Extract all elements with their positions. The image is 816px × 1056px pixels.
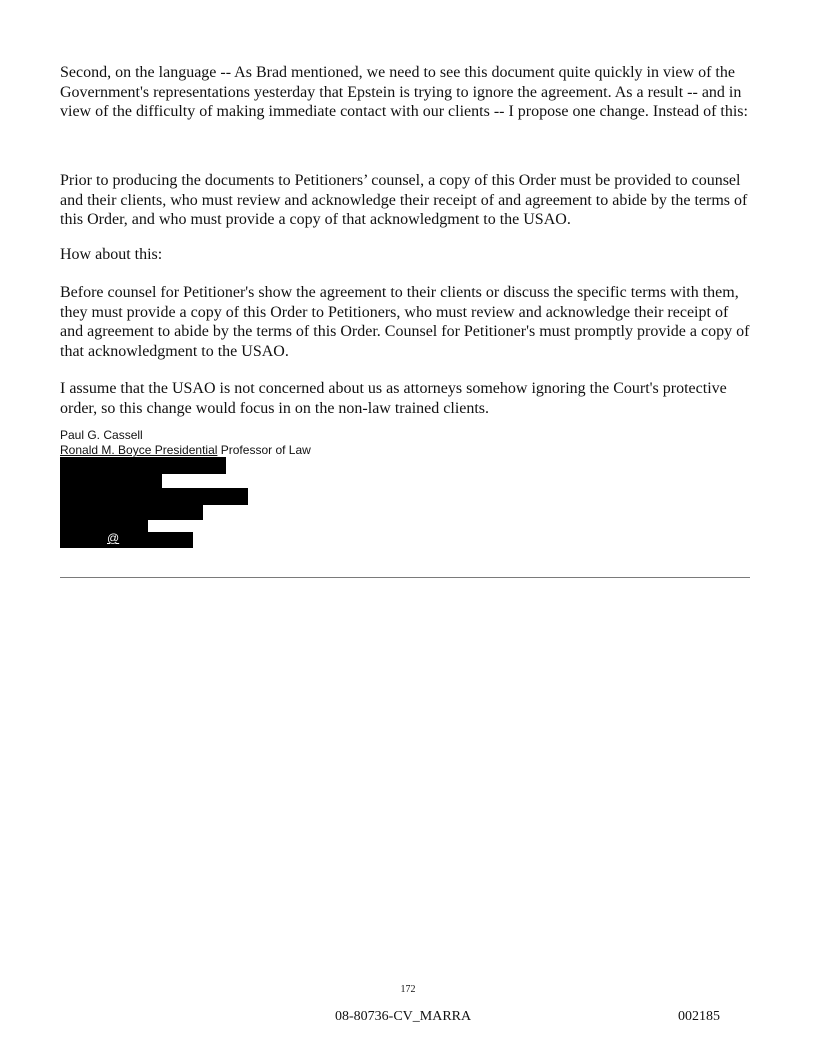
redaction-block (60, 520, 148, 532)
redaction-block (60, 488, 248, 505)
paragraph-proposed-clause: Before counsel for Petitioner's show the agreement to their clients or discuss the specific terms with them, they must provide a copy of this Order to Petitioners, who must review and acknowledge their receipt of and agreement to abide by the terms of this Order. Counsel for Petitioner's must promptly provide a copy of that acknowledgment to the USAO. (60, 284, 750, 360)
paragraph-assumption: I assume that the USAO is not concerned about us as attorneys somehow ignoring the Court's protective order, so this change would focus in on the non-law trained clients. (60, 380, 727, 417)
redaction-block (60, 457, 226, 474)
bates-number: 002185 (678, 1009, 720, 1024)
signature-title (60, 443, 311, 458)
paragraph-how-about: How about this: (60, 246, 163, 263)
redaction-block (60, 505, 203, 520)
email-at-sign: @ (107, 531, 120, 545)
case-number: 08-80736-CV_MARRA (335, 1009, 472, 1024)
signature-title-rest: Professor of Law (217, 443, 311, 457)
paragraph-original-clause: Prior to producing the documents to Petitioners’ counsel, a copy of this Order must be provided to counsel and their clients, who must review and acknowledge their receipt of and agreement to abide by the terms of this Order, and who must provide a copy of that acknowledgment to the USAO. (60, 172, 748, 228)
horizontal-divider (60, 577, 750, 578)
signature-title-underlined: Ronald M. Boyce Presidential (60, 443, 218, 457)
paragraph-language-intro: Second, on the language -- As Brad mentioned, we need to see this document quite quickly in view of the Government's representations yesterday that Epstein is trying to ignore the agreement. As a result -- and in view of the difficulty of making immediate contact with our clients -- I propose one change. Instead of this: (60, 64, 748, 120)
redaction-block (60, 532, 193, 548)
redaction-block (60, 474, 162, 488)
page-number: 172 (400, 984, 416, 995)
signature-block (60, 428, 311, 458)
signature-name: Paul G. Cassell (60, 428, 143, 442)
